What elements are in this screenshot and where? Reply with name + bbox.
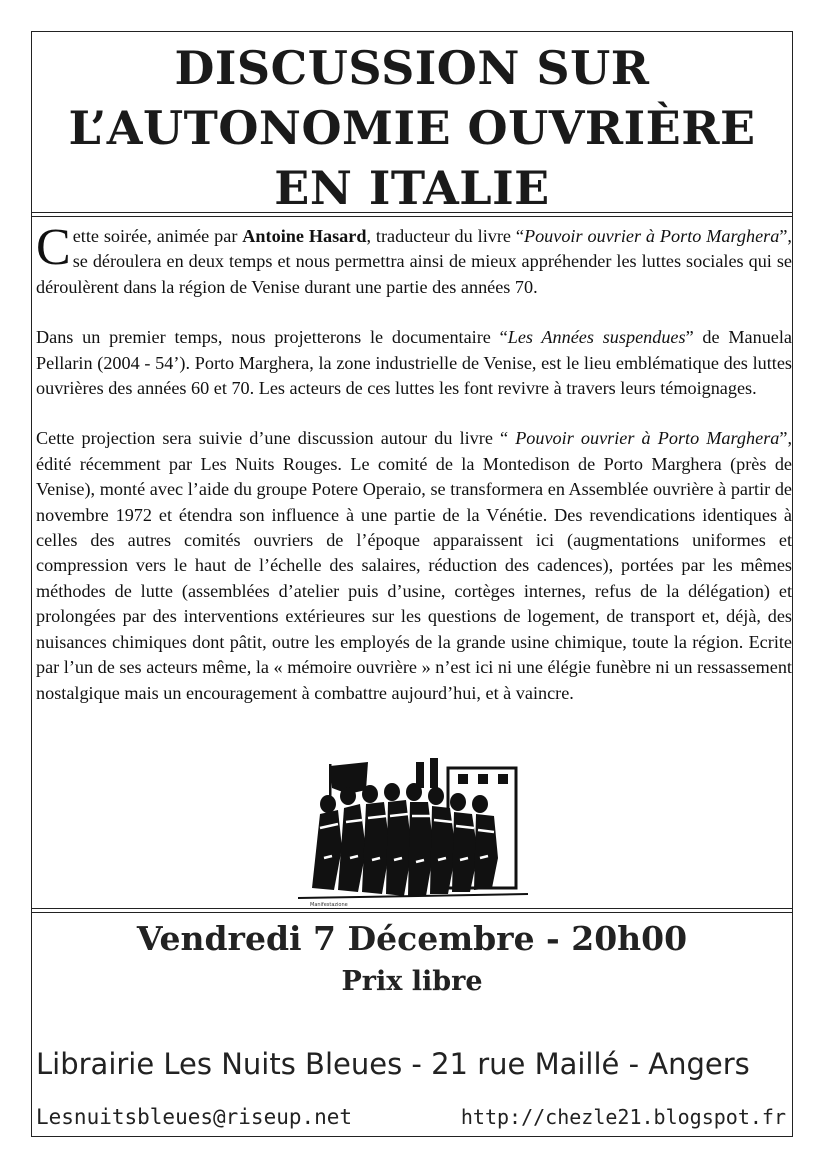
event-price: Prix libre — [341, 966, 483, 997]
contact-url[interactable]: http://chezle21.blogspot.fr — [460, 1105, 786, 1129]
book-title-2: Pouvoir ouvrier à Porto Marghera — [515, 428, 780, 449]
book-text-b: ”, édité récemment par Les Nuits Rouges. Le comité de la Montedison de Porto Marghera (près de Venise), monté avec l’aide du groupe Potere Operaio, se transformera en Assemblée ouvrière à partir de novembre 1972 et étendra son influence à une partie de la Vénétie. Des revendications identiques à celles des autres comités ouvriers de l’époque apparaissent ici (augmentations uniformes et compression vers le haut de l’échelle des salaires, réduction des cadences), portées par les mêmes méthodes de lutte (assemblées d’atelier puis d’usine, cortèges internes, refus de la délégation) et prolongées par des interventions extérieures sur les questions de logement, de transport et, déjà, des nuisances chimiques dont pâtit, outre les employés de la grande usine chimique, toute la région. Ecrite par l’un de ses acteurs même, la « mémoire ouvrière » n’est ici ni une élégie funèbre ni un ressassement nostalgique mais un encouragement à combattre aujourd’hui, et à vaincre. — [36, 428, 792, 703]
footer-divider-bottom — [32, 912, 792, 913]
film-text-a: Dans un premier temps, nous projetterons le documentaire “ — [36, 327, 508, 348]
film-title: Les Années suspendues — [507, 327, 686, 348]
event-date: Vendredi 7 Décembre - 20h00 — [136, 919, 688, 958]
description — [36, 219, 792, 731]
film-paragraph — [36, 325, 792, 401]
venue-address: Librairie Les Nuits Bleues - 21 rue Maillé - Angers — [36, 1047, 750, 1081]
illustration-caption: Manifestazione — [310, 902, 348, 908]
speaker-name: Antoine Hasard — [242, 226, 367, 246]
title-line-2: L’AUTONOMIE OUVRIÈRE — [68, 101, 756, 155]
book-paragraph — [36, 426, 792, 705]
film-text-b: ” de Manuela Pellarin (2004 - 54’). Porto Marghera, la zone industrielle de Venise, est le lieu emblématique des luttes ouvrières des années 60 et 70. Les acteurs de ces luttes les font revivre à travers leurs témoignages. — [36, 327, 792, 399]
title-divider-top — [32, 212, 792, 213]
title-line-1: DISCUSSION SUR — [174, 41, 650, 95]
footer-divider-top — [32, 908, 792, 909]
title-divider-bottom — [32, 216, 792, 217]
drop-cap: C — [36, 219, 71, 276]
workers-march-illustration — [298, 758, 538, 908]
intro-paragraph — [36, 219, 792, 300]
book-text-a: Cette projection sera suivie d’une discussion autour du livre “ — [36, 428, 516, 449]
intro-text-c: ”, se déroulera en deux temps et nous permettra ainsi de mieux appréhender les luttes sociales qui se déroulèrent dans la région de Venise durant une partie des années 70. — [36, 226, 792, 297]
poster-title — [32, 32, 792, 215]
intro-text-b: , traducteur du livre “ — [366, 226, 524, 246]
book-title: Pouvoir ouvrier à Porto Marghera — [523, 226, 780, 246]
title-line-3: EN ITALIE — [274, 161, 550, 215]
contact-email[interactable]: Lesnuitsbleues@riseup.net — [36, 1105, 353, 1129]
intro-text-a: ette soirée, animée par — [72, 226, 243, 246]
